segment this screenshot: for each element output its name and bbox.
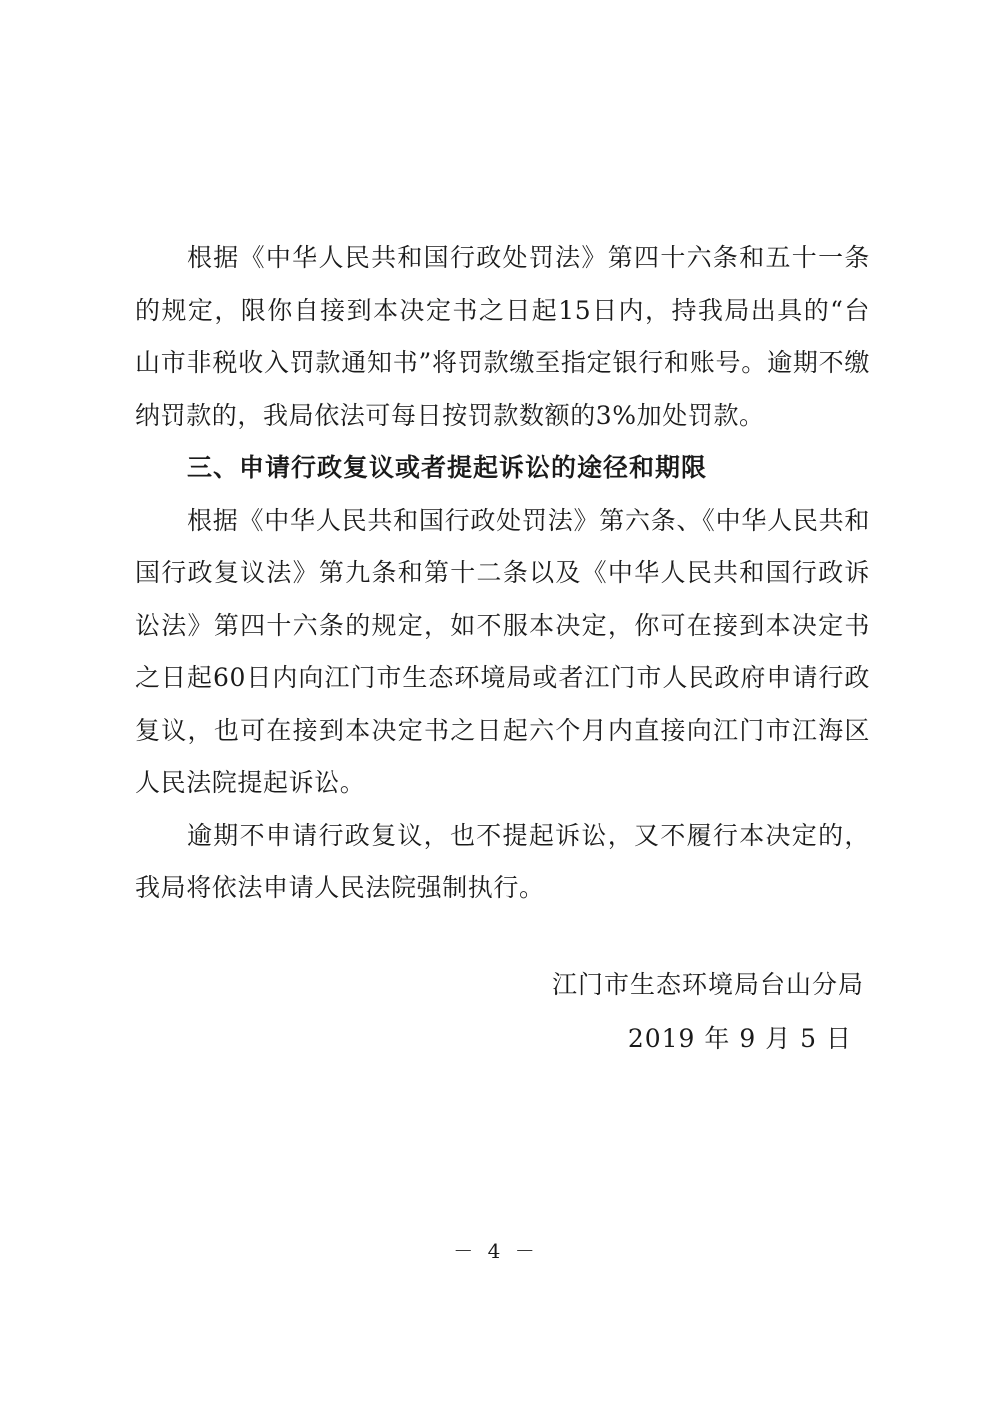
section-three-heading: 三、申请行政复议或者提起诉讼的途径和期限 [187, 453, 708, 482]
signature-block [552, 958, 864, 1066]
page-number: － 4 － [453, 1239, 539, 1263]
enforcement-paragraph: 逾期不申请行政复议，也不提起诉讼，又不履行本决定的，我局将依法申请人民法院强制执行。 [135, 820, 870, 902]
document-body [135, 232, 870, 915]
issuer-name: 江门市生态环境局台山分局 [551, 970, 864, 999]
issue-date: 2019 年 9 月 5 日 [627, 1024, 852, 1053]
remedies-paragraph: 根据《中华人民共和国行政处罚法》第六条、《中华人民共和国行政复议法》第九条和第十二条以及《中华人民共和国行政诉讼法》第四十六条的规定，如不服本决定，你可在接到本决定书之日起60日内向江门市生态环境局或者江门市人民政府申请行政复议，也可在接到本决定书之日起六个月内直接向江门市江海区人民法院提起诉讼。 [135, 505, 870, 797]
payment-paragraph: 根据《中华人民共和国行政处罚法》第四十六条和五十一条的规定，限你自接到本决定书之日起15日内，持我局出具的“台山市非税收入罚款通知书”将罚款缴至指定银行和账号。逾期不缴纳罚款的，我局依法可每日按罚款数额的3%加处罚款。 [135, 243, 870, 430]
